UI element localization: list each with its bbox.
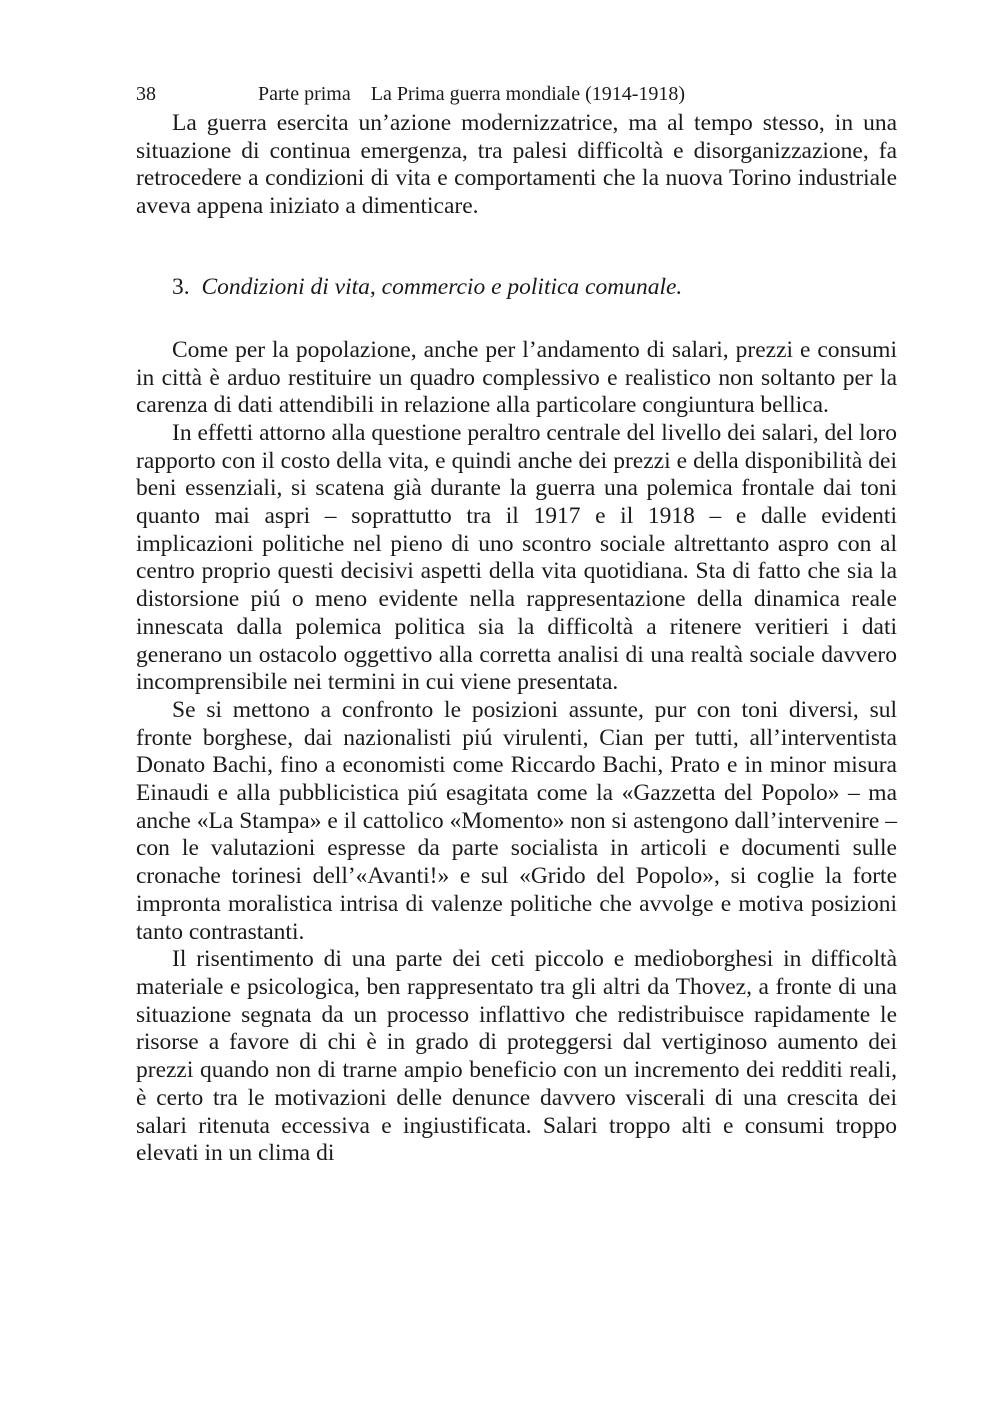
- paragraph-3: Se si mettono a confronto le posizioni assunte, pur con toni diversi, sul fronte borghese, dai nazionalisti piú virulenti, Cian per tutti, all’interventista Donato Bachi, fino a economisti come Riccardo Bachi, Prato e in minor misura Einaudi e alla pubblicistica piú esagitata come la «Gazzetta del Popolo» – ma anche «La Stampa» e il cattolico «Momento» non si astengono dall’intervenire – con le valutazioni espresse da parte socialista in articoli e documenti sulle cronache torinesi dell’«Avanti!» e sul «Grido del Popolo», si coglie la forte impronta moralistica intrisa di valenze politiche che avvolge e motiva posizioni tanto contrastanti.: [136, 696, 897, 945]
- section-heading: [172, 273, 897, 301]
- paragraph-intro: La guerra esercita un’azione modernizzatrice, ma al tempo stesso, in una situazione di continua emergenza, tra palesi difficoltà e disorganizzazione, fa retrocedere a condizioni di vita e comportamenti che la nuova Torino industriale aveva appena iniziato a dimenticare.: [136, 110, 897, 220]
- paragraph-1: Come per la popolazione, anche per l’andamento di salari, prezzi e consumi in città è arduo restituire un quadro complessivo e realistico non soltanto per la carenza di dati attendibili in relazione alla particolare congiuntura bellica.: [136, 336, 897, 419]
- book-page: [136, 78, 897, 1168]
- section-number: 3.: [172, 273, 190, 300]
- paragraph-4: Il risentimento di una parte dei ceti piccolo e medioborghesi in difficoltà materiale e psicologica, ben rappresentato tra gli altri da Thovez, a fronte di una situazione segnata da un processo inflattivo che redistribuisce rapidamente le risorse a favore di chi è in grado di proteggersi dal vertiginoso aumento dei prezzi quando non di trarne ampio beneficio con un incremento dei redditi reali, è certo tra le motivazioni delle denunce davvero viscerali di una crescita dei salari ritenuta eccessiva e ingiustificata. Salari troppo alti e consumi troppo elevati in un clima di: [136, 946, 897, 1167]
- section-title: Condizioni di vita, commercio e politica comunale.: [201, 273, 683, 300]
- page-number: 38: [136, 83, 156, 105]
- paragraph-2: In effetti attorno alla questione peraltro centrale del livello dei salari, del loro rapporto con il costo della vita, e quindi anche dei prezzi e della disponibilità dei beni essenziali, si scatena già durante la guerra una polemica frontale dai toni quanto mai aspri – soprattutto tra il 1917 e il 1918 – e dalle evidenti implicazioni politiche nel pieno di uno scontro sociale altrettanto aspro con al centro proprio questi decisivi aspetti della vita quotidiana. Sta di fatto che sia la distorsione piú o meno evidente nella rappresentazione della dinamica reale innescata dalla polemica politica sia la difficoltà a ritenere veritieri i dati generano un ostacolo oggettivo alla corretta analisi di una realtà sociale davvero incomprensibile nei termini in cui viene presentata.: [136, 419, 897, 696]
- running-title: Parte prima La Prima guerra mondiale (1914-1918): [258, 83, 686, 105]
- running-head: [136, 78, 897, 110]
